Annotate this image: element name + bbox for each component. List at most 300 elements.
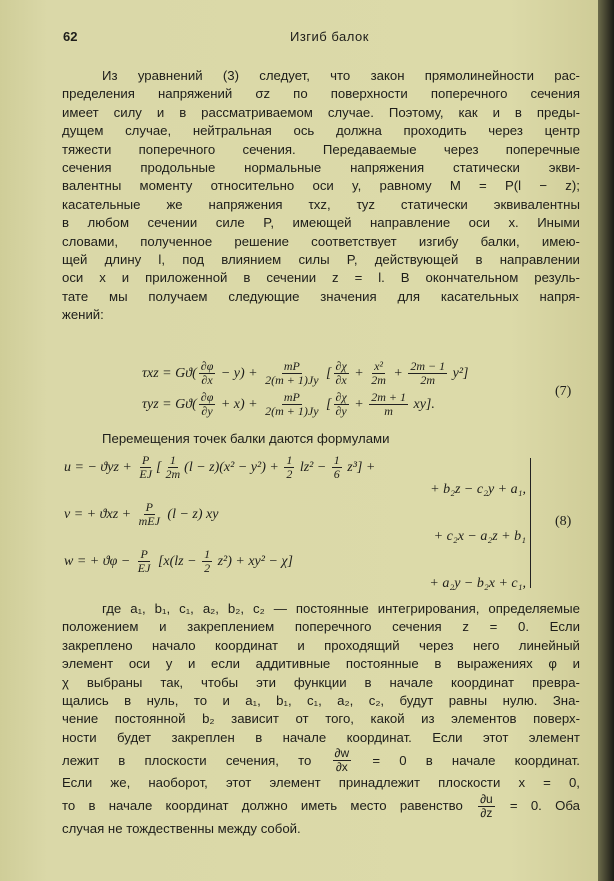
word: под (182, 252, 205, 268)
word: c₁, (179, 601, 194, 616)
word: где (102, 601, 122, 616)
text-line (62, 793, 580, 820)
equation-8 (64, 454, 534, 595)
text-run: сечения, (225, 752, 279, 768)
word: x (99, 270, 106, 286)
word: a₂, (202, 601, 219, 616)
text-run: y²] (449, 365, 469, 381)
text-run: лежит (62, 752, 100, 768)
numerator: mP (283, 390, 300, 404)
text-run: (l − z)(x² − y²) + (184, 459, 283, 475)
word: центр (544, 123, 580, 139)
text-line (62, 67, 580, 85)
text-run: 0. (530, 797, 542, 813)
word: a₂, (337, 693, 354, 709)
text-run: [x(lz − (154, 553, 201, 569)
word: статически (400, 196, 468, 212)
word: будут (399, 693, 434, 709)
text-line (62, 747, 580, 774)
text-line (62, 306, 580, 324)
word: равны (448, 693, 488, 709)
word: касательных (440, 288, 519, 304)
text-run: lz² − (296, 459, 330, 475)
fraction (199, 391, 216, 418)
word: щей (62, 252, 88, 268)
numerator: mP (283, 359, 300, 373)
word: Поэтому, (388, 104, 444, 120)
word: будет (117, 729, 152, 745)
word: поверхности (330, 86, 408, 102)
text-run: [ (322, 396, 332, 412)
word: того, (325, 711, 354, 727)
word: полученное (140, 233, 213, 249)
fraction (202, 548, 212, 575)
word: ности (62, 729, 97, 745)
word: постоянной (114, 711, 186, 727)
word: постоянные (345, 656, 419, 672)
word: балки, (480, 233, 520, 249)
word: координат (214, 637, 279, 653)
denominator: 2 (204, 561, 211, 575)
text-run: xy]. (409, 396, 435, 412)
word: случая (62, 820, 108, 836)
text-run: координат (165, 797, 229, 813)
word: выражениях (457, 656, 533, 672)
equation-7 (142, 360, 468, 422)
word: оси (312, 178, 334, 194)
word: и (222, 693, 230, 709)
word: имеет (62, 104, 99, 120)
word: собой. (260, 820, 301, 836)
word: χ (62, 674, 69, 690)
word: сечении (147, 215, 198, 231)
text-run: + a₂y − b₂x + c₁, (429, 576, 526, 591)
word: мы (109, 288, 128, 304)
word: координат. (346, 729, 412, 745)
denominator: ∂y (201, 404, 213, 418)
word: поверх- (533, 711, 580, 727)
numerator: ∂χ (335, 390, 347, 404)
paragraph-3 (62, 600, 580, 838)
word: − (539, 178, 548, 194)
word: положением (62, 619, 139, 635)
denominator: 6 (333, 467, 340, 481)
word: напряжения (350, 160, 425, 176)
word: b₁, (154, 601, 171, 616)
numerator: 1 (286, 453, 293, 467)
word: чение (62, 711, 99, 727)
word: и (297, 637, 305, 653)
word: сечении (266, 270, 317, 286)
text-run: = (372, 752, 381, 768)
text-run: τxz = Gϑ( (142, 365, 197, 381)
word: пределения (62, 86, 135, 102)
text-line (62, 729, 580, 747)
numerator: 1 (169, 453, 176, 467)
equation-row (142, 391, 468, 418)
word: следует, (259, 68, 310, 83)
fraction (163, 454, 182, 481)
text-line (62, 159, 580, 177)
word: плоскости (438, 775, 501, 791)
word: преды- (536, 104, 580, 120)
word: зависит (231, 711, 279, 727)
word: должна (335, 123, 382, 139)
numerator: ∂φ (200, 359, 214, 373)
word: Зна- (552, 693, 580, 709)
fraction (263, 360, 320, 387)
equation-8-label: (8) (555, 514, 572, 529)
word: между (217, 820, 261, 836)
word: элемент (62, 656, 114, 672)
denominator: 2(m + 1)Jy (265, 404, 319, 418)
text-run: u = − ϑyz + (64, 459, 136, 475)
word: определяемые (488, 601, 580, 616)
word: оси (128, 656, 151, 672)
text-line (62, 104, 580, 122)
word: силе (215, 215, 245, 231)
word: из (421, 711, 435, 727)
fraction (137, 454, 154, 481)
text-run: то (298, 752, 312, 768)
word: Из (102, 68, 118, 83)
text-line (62, 85, 580, 103)
word: y (165, 656, 173, 672)
word: какой (370, 711, 405, 727)
word: через (488, 123, 523, 139)
word: нуль, (146, 693, 179, 709)
word: даются (269, 431, 317, 446)
word: z); (565, 178, 580, 194)
word: b₂, (227, 601, 245, 616)
word: действующей (374, 252, 459, 268)
word: экви- (548, 160, 580, 176)
word: линейный (518, 637, 580, 653)
word: тяжести (62, 141, 112, 157)
word: элемент (269, 775, 321, 791)
word: статически (452, 160, 520, 176)
text-run: начале (451, 752, 496, 768)
fraction (137, 501, 162, 528)
word: получаем (148, 288, 208, 304)
denominator: 2m (165, 467, 181, 481)
word: P(l (504, 178, 522, 194)
word: от (295, 711, 309, 727)
word: P, (346, 252, 358, 268)
word: нормальные (244, 160, 322, 176)
word: наоборот, (148, 775, 208, 791)
text-line (62, 177, 580, 195)
word: в (62, 215, 70, 231)
word: поперечного (294, 619, 372, 635)
word: по (293, 86, 308, 102)
word: M (449, 178, 461, 194)
word: τxz, (308, 196, 331, 212)
word: тате (62, 288, 89, 304)
word: эквивалентны (493, 196, 580, 212)
fraction (136, 548, 153, 575)
word: элемент (528, 729, 580, 745)
word: сечения (392, 619, 442, 635)
denominator: ∂y (335, 404, 347, 418)
word: уравнений (137, 68, 203, 83)
word: проходящий (324, 637, 400, 653)
word: направление (370, 215, 451, 231)
numerator: 2m + 1 (371, 390, 406, 404)
word: что (330, 68, 351, 83)
paragraph-1 (62, 67, 580, 325)
text-line (62, 214, 580, 232)
word: выбраны (86, 674, 143, 690)
word: поперечные (505, 141, 580, 157)
word: и (156, 104, 165, 120)
text-run: τyz = Gϑ( (142, 396, 197, 412)
word: напря- (539, 288, 580, 304)
word: через (418, 637, 454, 653)
numerator: 2m − 1 (410, 359, 446, 373)
fraction (284, 454, 294, 481)
word: в (475, 252, 483, 268)
word: начале (389, 674, 434, 690)
text-run: + c₂x − a₂z + b₁ (433, 529, 526, 544)
word: закреплением (187, 619, 275, 635)
word: и (188, 656, 196, 672)
running-title: Изгиб балок (290, 29, 369, 44)
word: (3) (222, 68, 239, 83)
numerator: 1 (333, 453, 340, 467)
word: относительно (210, 178, 295, 194)
word: точек (193, 431, 230, 446)
word: щались (62, 693, 109, 709)
text-run: место (350, 797, 387, 813)
numerator: ∂φ (200, 390, 214, 404)
numerator: 1 (204, 547, 211, 561)
word: резуль- (534, 270, 580, 286)
text-run: координат. (514, 752, 580, 768)
word: аддитивные (255, 656, 331, 672)
text-line (62, 674, 580, 692)
word: x (518, 775, 526, 791)
word: жений: (62, 307, 104, 323)
text-run: + (350, 396, 368, 412)
text-run: плоскости (144, 752, 207, 768)
word: a₁, (245, 693, 261, 709)
word: В (400, 270, 410, 286)
word: постоянные (295, 601, 369, 616)
word: закреплен (171, 729, 235, 745)
word: x. (508, 215, 519, 231)
text-run: начале (108, 797, 153, 813)
denominator: 2m (420, 373, 436, 387)
text-line (62, 618, 580, 636)
word: этот (482, 729, 509, 745)
word: 0. (517, 619, 529, 635)
equation-row (64, 528, 534, 546)
word: — (273, 601, 287, 616)
text-line (62, 774, 580, 792)
word: оси (62, 270, 84, 286)
word: и (121, 270, 130, 286)
text-line (62, 141, 580, 159)
word: оси (468, 215, 490, 231)
text-line (62, 600, 580, 618)
text-run: z³] + (343, 459, 376, 475)
text-run: [ (322, 365, 332, 381)
word: ось (293, 123, 315, 139)
word: Иными (537, 215, 580, 231)
word: случае. (327, 104, 374, 120)
word: не (107, 820, 127, 836)
text-run: − y) + (217, 365, 262, 381)
fraction (333, 747, 352, 774)
word: так, (160, 674, 184, 690)
word: начало (151, 637, 196, 653)
text-line (62, 196, 580, 214)
text-run: + (389, 365, 407, 381)
denominator: EJ (139, 467, 153, 481)
text-run: z²) + xy² − χ] (214, 553, 293, 569)
word: влиянием (221, 252, 282, 268)
text-run: равенство (399, 797, 463, 813)
denominator: mEJ (138, 514, 160, 528)
text-line (62, 233, 580, 251)
equation-8-bracket (528, 458, 531, 588)
word: в (124, 693, 132, 709)
word: P, (263, 215, 274, 231)
word: же, (110, 775, 131, 791)
word: z (462, 619, 469, 635)
word: прямолинейности (424, 68, 535, 83)
word: b₁, (276, 693, 292, 709)
word: c₂, (368, 693, 385, 709)
text-line (62, 637, 580, 655)
word: Если (549, 619, 580, 635)
word: в (434, 656, 442, 672)
word: в (514, 104, 522, 120)
numerator: P (145, 500, 153, 514)
word: силу (113, 104, 142, 120)
word: сечения. (242, 141, 296, 157)
fraction (332, 454, 342, 481)
text-run: в (118, 752, 126, 768)
word: следующие (228, 288, 300, 304)
word: в (364, 674, 372, 690)
word: интегрирования, (377, 601, 480, 616)
word: 0, (568, 775, 580, 791)
equation-row (64, 575, 534, 593)
word: приложенной (145, 270, 228, 286)
book-spine-shadow (598, 0, 614, 881)
text-run: + (350, 365, 368, 381)
word: Перемещения (102, 431, 194, 446)
text-run: + x) + (217, 396, 262, 412)
word: напряжения (208, 196, 283, 212)
word: в (179, 104, 187, 120)
text-run: v = + ϑxz + (64, 506, 135, 522)
word: длину (104, 252, 142, 268)
word: окончательном (425, 270, 519, 286)
word: рассматриваемом (201, 104, 313, 120)
text-run: иметь (300, 797, 338, 813)
word: = (479, 178, 487, 194)
word: Передаваемые (322, 141, 417, 157)
word: l. (378, 270, 385, 286)
word: поперечного (430, 86, 508, 102)
word: в (243, 270, 251, 286)
word: принадлежит (338, 775, 421, 791)
fraction (334, 391, 349, 418)
word: = (489, 619, 498, 635)
word: = (543, 775, 551, 791)
denominator: 2 (286, 467, 293, 481)
word: словами, (62, 233, 119, 249)
denominator: EJ (137, 561, 151, 575)
fraction (408, 360, 447, 387)
word: поперечного (138, 141, 216, 157)
text-run: = (509, 797, 518, 813)
fraction (263, 391, 320, 418)
word: тождественны (126, 820, 218, 836)
equation-row (64, 548, 534, 575)
denominator: ∂x (335, 760, 348, 775)
text-line (62, 251, 580, 269)
word: Если (432, 729, 463, 745)
denominator: 2m (371, 373, 386, 387)
fraction (369, 391, 408, 418)
word: значения (320, 288, 377, 304)
word: c₂ (253, 601, 265, 616)
equation-7-label: (7) (555, 384, 572, 399)
word: же (166, 196, 183, 212)
text-line (62, 269, 580, 287)
word: соответствует (311, 233, 397, 249)
word: нейтральная (192, 123, 272, 139)
word: координат (451, 674, 515, 690)
numerator: ∂w (334, 746, 350, 761)
word: и (492, 104, 500, 120)
word: Если (62, 775, 93, 791)
numerator: ∂χ (335, 359, 347, 373)
text-run: (l − z) xy (163, 506, 219, 522)
word: дущем (62, 123, 104, 139)
word: в (255, 729, 263, 745)
word: валентны (62, 178, 122, 194)
word: силы (298, 252, 330, 268)
numerator: x² (374, 359, 384, 373)
equation-row (142, 360, 468, 387)
word: τyz (356, 196, 375, 212)
word: решение (234, 233, 289, 249)
word: нулю. (502, 693, 538, 709)
denominator: ∂z (480, 805, 493, 820)
word: и (572, 656, 580, 672)
word: l, (158, 252, 166, 268)
word: начале (282, 729, 327, 745)
word: чтобы (200, 674, 239, 690)
word: элементов (451, 711, 517, 727)
word: имею- (541, 233, 580, 249)
text-run: должно (241, 797, 288, 813)
text-run: [ (156, 459, 162, 475)
fraction (199, 360, 216, 387)
word: функции (293, 674, 347, 690)
word: моменту (139, 178, 193, 194)
text-run: 0 (399, 752, 407, 768)
word: направлении (499, 252, 580, 268)
word: то (193, 693, 208, 709)
denominator: ∂x (335, 373, 347, 387)
word: эти (256, 674, 276, 690)
